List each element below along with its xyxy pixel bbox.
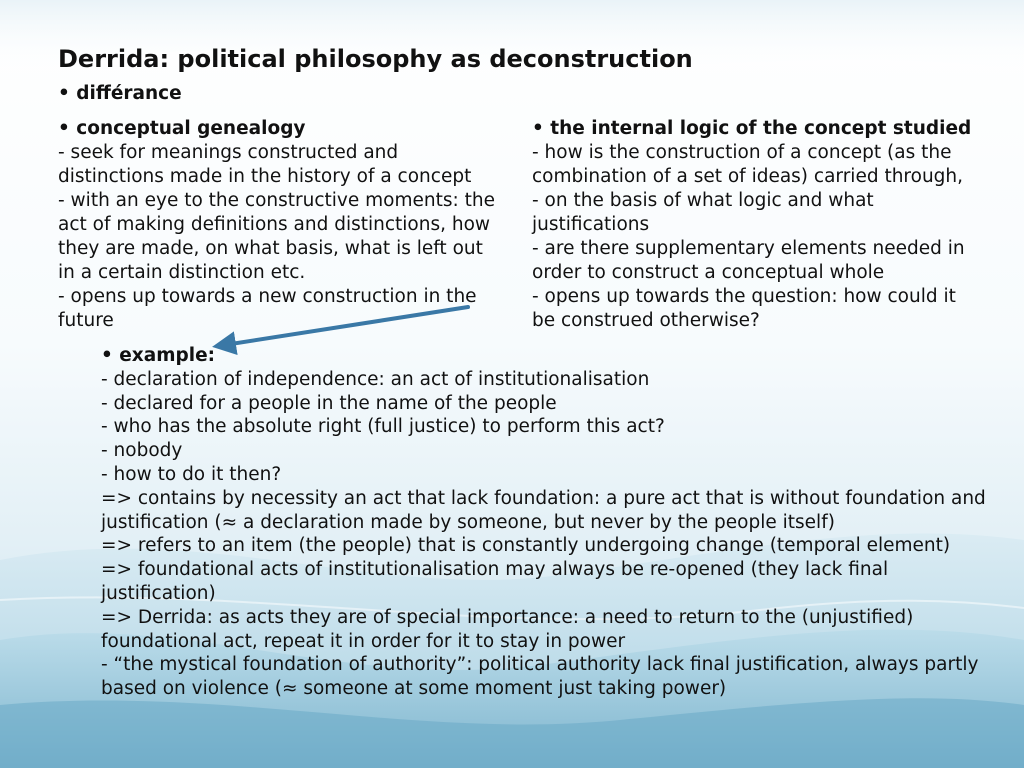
right-column-line: - on the basis of what logic and what [532, 190, 874, 211]
left-column-line: they are made, on what basis, what is left out [58, 238, 483, 259]
example-heading: • example: [101, 345, 216, 366]
example-line: - how to do it then? [101, 463, 282, 485]
example-line: - “the mystical foundation of authority”: political authority lack final justification, always partly [101, 654, 979, 676]
right-column [532, 117, 982, 333]
right-column-line: order to construct a conceptual whole [532, 262, 885, 283]
left-column [58, 117, 508, 333]
example-line: => contains by necessity an act that lack foundation: a pure act that is without foundation and [101, 487, 986, 509]
right-column-line: be construed otherwise? [532, 310, 760, 331]
right-column-line: - how is the construction of a concept (as the [532, 142, 952, 163]
slide-title: Derrida: political philosophy as deconstruction [58, 45, 693, 73]
left-column-line: distinctions made in the history of a concept [58, 166, 472, 187]
example-line: justification (≈ a declaration made by someone, but never by the people itself) [101, 511, 835, 533]
left-column-line: in a certain distinction etc. [58, 262, 306, 283]
right-column-line: combination of a set of ideas) carried through, [532, 166, 964, 187]
example-line: - declaration of independence: an act of institutionalisation [101, 368, 650, 390]
left-column-line: future [58, 310, 114, 331]
left-column-line: - with an eye to the constructive moments: the [58, 190, 495, 211]
left-column-line: - seek for meanings constructed and [58, 142, 399, 163]
left-column-line: act of making definitions and distinctions, how [58, 214, 491, 235]
example-line: => refers to an item (the people) that is constantly undergoing change (temporal element) [101, 535, 951, 557]
example-block [101, 344, 1001, 701]
left-column-heading: • conceptual genealogy [58, 118, 306, 139]
right-column-line: - opens up towards the question: how could it [532, 286, 956, 307]
example-line: - declared for a people in the name of the people [101, 392, 557, 414]
left-column-line: - opens up towards a new construction in the [58, 286, 477, 307]
example-line: => Derrida: as acts they are of special importance: a need to return to the (unjustified) [101, 606, 914, 628]
example-line: - who has the absolute right (full justice) to perform this act? [101, 416, 665, 438]
example-line: based on violence (≈ someone at some moment just taking power) [101, 678, 727, 700]
right-column-line: - are there supplementary elements needed in [532, 238, 965, 259]
example-line: - nobody [101, 440, 183, 462]
right-column-line: justifications [532, 214, 650, 235]
bullet-differance: • différance [58, 83, 182, 104]
example-line: => foundational acts of institutionalisation may always be re-opened (they lack final [101, 559, 889, 581]
example-line: foundational act, repeat it in order for it to stay in power [101, 630, 626, 652]
right-column-heading: • the internal logic of the concept studied [532, 118, 972, 139]
example-line: justification) [101, 582, 216, 604]
